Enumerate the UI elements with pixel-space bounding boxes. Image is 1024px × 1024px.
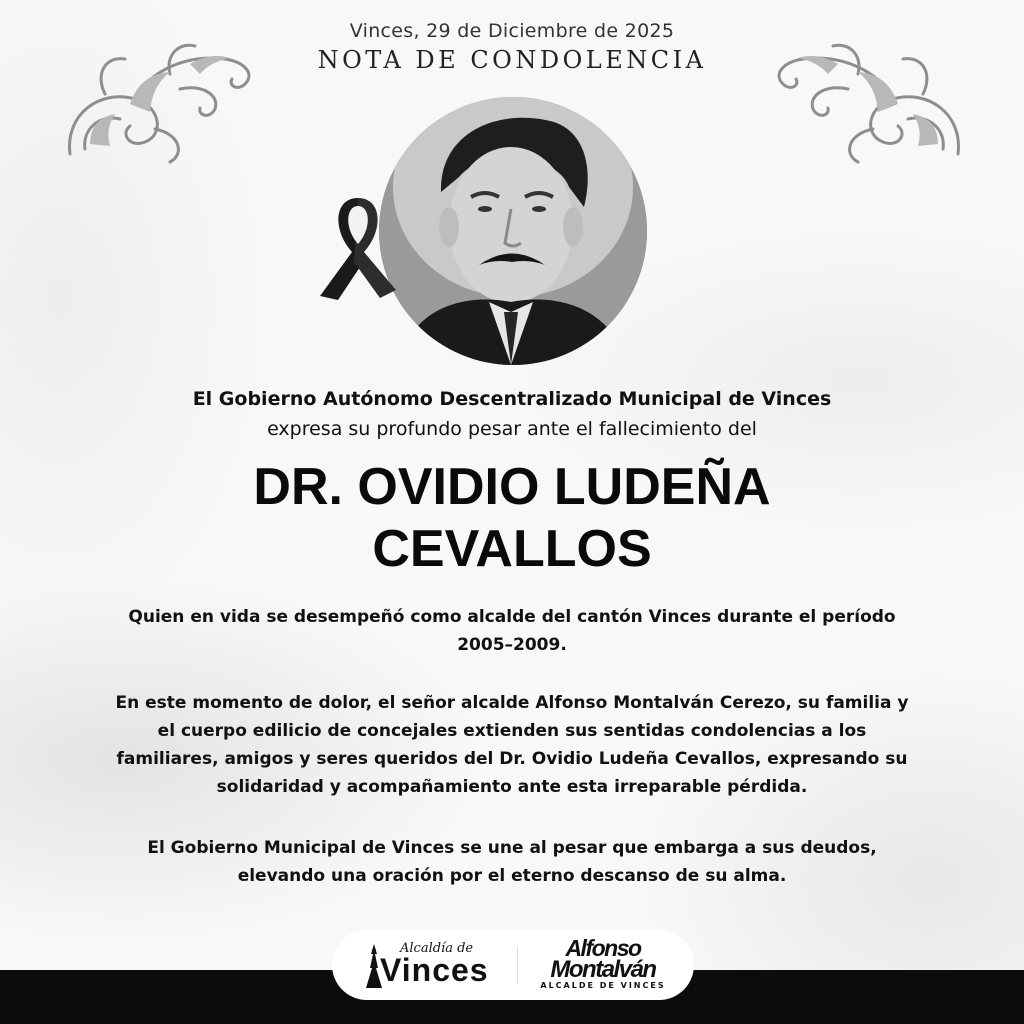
mayor-last-name: Montalván: [550, 956, 656, 983]
logo-divider: [517, 946, 518, 984]
deceased-name-line2: CEVALLOS: [372, 520, 652, 578]
paragraph-prayer: El Gobierno Municipal de Vinces se une al pesar que embarga a sus deudos, elevando una oración por el eterno descanso de su alma.: [147, 838, 877, 886]
mourning-ribbon-icon: [312, 190, 404, 302]
intro-text: [162, 384, 862, 444]
intro-rest: expresa su profundo pesar ante el fallecimiento del: [267, 418, 757, 440]
deceased-name-line1: DR. OVIDIO LUDEÑA: [253, 458, 771, 516]
paragraph-condolences: En este momento de dolor, el señor alcalde Alfonso Montalván Cerezo, su familia y el cuerpo edilicio de concejales extienden sus sentidas condolencias a los familiares, amigos y seres queridos del Dr. Ovidio Ludeña Cevallos, expresando su solidaridad y acompañamiento ante esta irreparable pérdida.: [115, 693, 909, 797]
page-title: NOTA DE CONDOLENCIA: [317, 46, 707, 74]
mayor-first-name: Alfonso: [565, 935, 641, 961]
mayor-subtitle: ALCALDE DE VINCES: [540, 981, 666, 990]
alcaldia-name: Vinces: [380, 952, 489, 988]
alcaldia-vinces-logo: [358, 936, 508, 994]
portrait-illustration: [379, 97, 647, 365]
portrait-photo: [379, 97, 647, 365]
date-line: Vinces, 29 de Diciembre de 2025: [349, 20, 675, 42]
mayor-logo: [528, 935, 678, 996]
paragraph-career: Quien en vida se desempeñó como alcalde del cantón Vinces durante el período 2005–2009.: [128, 607, 896, 655]
intro-bold: El Gobierno Autónomo Descentralizado Municipal de Vinces: [192, 388, 832, 410]
deceased-name: [112, 456, 912, 580]
alcaldia-prefix: Alcaldía de: [400, 941, 474, 956]
